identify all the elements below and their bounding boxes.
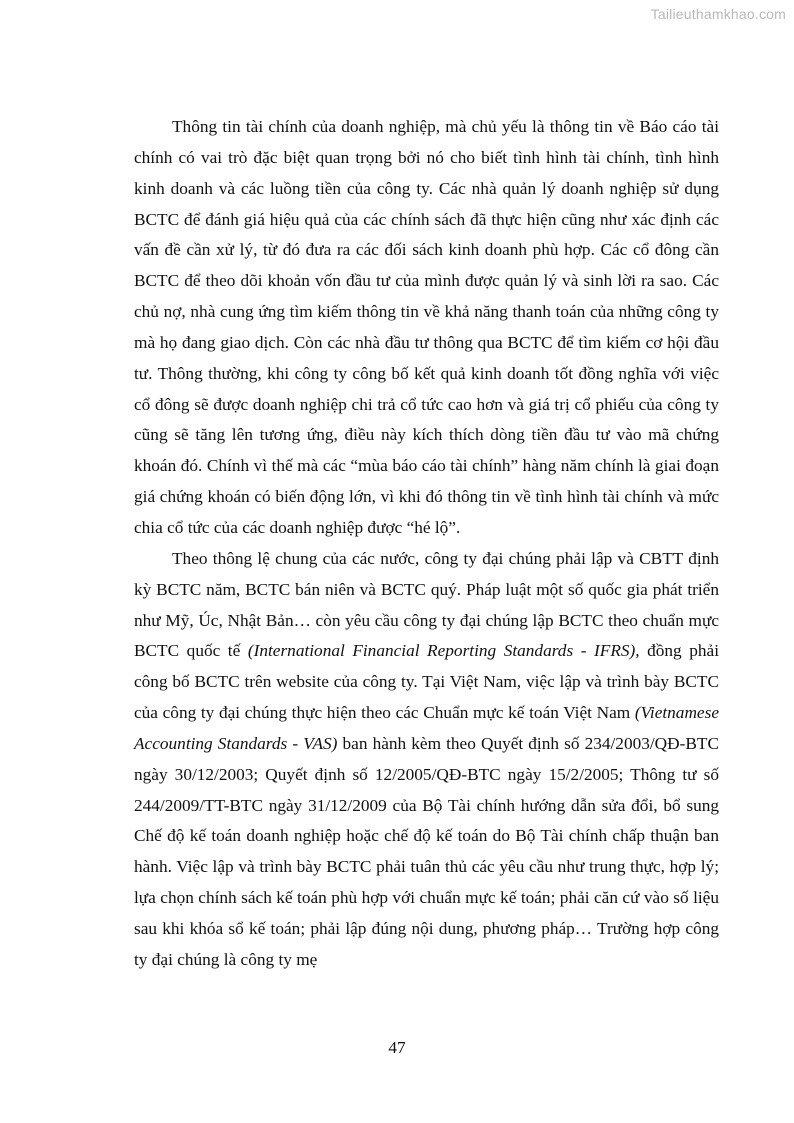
text-segment: đồng phải công bố BCTC trên website của công ty. Tại Việt Nam, việc lập và trình bày BCTC của công ty đại chúng thực hiện theo các Chuẩn mực kế toán Việt Nam bbox=[134, 641, 719, 723]
watermark-text: Tailieuthamkhao.com bbox=[650, 6, 786, 22]
text-segment: Theo thông lệ chung của các nước, công ty đại chúng phải lập và CBTT định kỳ BCTC năm, BCTC bán niên và BCTC quý. Pháp luật một số quốc gia phát triển như Mỹ, Úc, Nhật Bản… còn yêu cầu công ty đại chúng lập BCTC theo chuẩn mực BCTC quốc tế bbox=[134, 548, 719, 661]
italic-text-segment: (International Financial Reporting Standards - IFRS), bbox=[247, 641, 640, 661]
paragraph-reporting-practice bbox=[134, 544, 719, 976]
paragraph-financial-info bbox=[134, 112, 719, 544]
page-number: 47 bbox=[388, 1038, 406, 1057]
document-body bbox=[134, 112, 719, 976]
italic-text-segment: (Vietnamese Accounting Standards - VAS) bbox=[134, 703, 719, 753]
text-segment: Thông tin tài chính của doanh nghiệp, mà chủ yếu là thông tin về Báo cáo tài chính có vai trò đặc biệt quan trọng bởi nó cho biết tình hình tài chính, tình hình kinh doanh và các luồng tiền của công ty. Các nhà quản lý doanh nghiệp sử dụng BCTC để đánh giá hiệu quả của các chính sách đã thực hiện cũng như xác định các vấn đề cần xử lý, từ đó đưa ra các đối sách kinh doanh phù hợp. Các cổ đông cần BCTC để theo dõi khoản vốn đầu tư của mình được quản lý và sinh lời ra sao. Các chủ nợ, nhà cung ứng tìm kiếm thông tin về khả năng thanh toán của những công ty mà họ đang giao dịch. Còn các nhà đầu tư thông qua BCTC để tìm kiếm cơ hội đầu tư. Thông thường, khi công ty công bố kết quả kinh doanh tốt đồng nghĩa với việc cổ đông sẽ được doanh nghiệp chi trả cổ tức cao hơn và giá trị cổ phiếu của công ty cũng sẽ tăng lên tương ứng, điều này kích thích dòng tiền đầu tư vào mã chứng khoán đó. Chính vì thế mà các “mùa báo cáo tài chính” hàng năm chính là giai đoạn giá chứng khoán có biến động lớn, vì khi đó thông tin về tình hình tài chính và mức chia cổ tức của các doanh nghiệp được “hé lộ”. bbox=[134, 117, 719, 537]
text-segment: ban hành kèm theo Quyết định số 234/2003/QĐ-BTC ngày 30/12/2003; Quyết định số 12/2005/QĐ-BTC ngày 15/2/2005; Thông tư số 244/2009/TT-BTC ngày 31/12/2009 của Bộ Tài chính hướng dẫn sửa đổi, bổ sung Chế độ kế toán doanh nghiệp hoặc chế độ kế toán do Bộ Tài chính chấp thuận ban hành. Việc lập và trình bày BCTC phải tuân thủ các yêu cầu như trung thực, hợp lý; lựa chọn chính sách kế toán phù hợp với chuẩn mực kế toán; phải căn cứ vào số liệu sau khi khóa sổ kế toán; phải lập đúng nội dung, phương pháp… Trường hợp công ty đại chúng là công ty mẹ bbox=[134, 733, 719, 969]
